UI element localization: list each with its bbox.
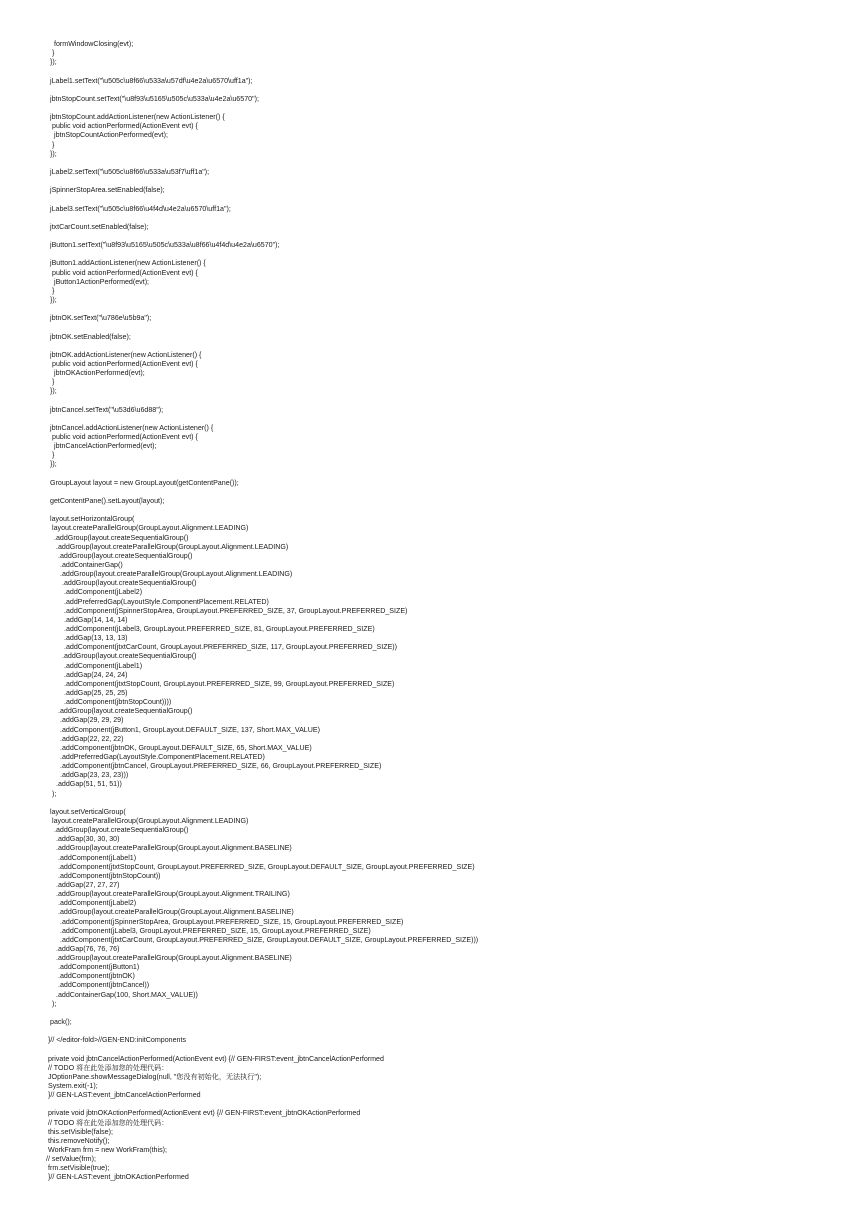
code-line: this.setVisible(false); xyxy=(48,1127,113,1136)
code-line: .addPreferredGap(LayoutStyle.ComponentPlacement.RELATED) xyxy=(60,752,265,761)
code-line: pack(); xyxy=(50,1018,72,1027)
code-line: .addComponent(jbtnStopCount)))) xyxy=(64,698,172,707)
code-line: .addGroup(layout.createParallelGroup(GroupLayout.Alignment.BASELINE) xyxy=(56,954,292,963)
code-line: public void actionPerformed(ActionEvent evt) { xyxy=(52,268,198,277)
code-line: .addComponent(jbtnCancel)) xyxy=(58,981,150,990)
code-line: public void actionPerformed(ActionEvent evt) { xyxy=(52,122,198,131)
code-line: .addComponent(jtxtStopCount, GroupLayout.PREFERRED_SIZE, 99, GroupLayout.PREFERRED_SIZE) xyxy=(64,679,395,688)
code-line: ); xyxy=(52,789,57,798)
code-line: private void jbtnOKActionPerformed(ActionEvent evt) {// GEN-FIRST:event_jbtnOKActionPerformed xyxy=(48,1109,361,1118)
code-line: .addComponent(jbtnStopCount)) xyxy=(58,871,161,880)
code-line: .addComponent(jLabel3, GroupLayout.PREFERRED_SIZE, 15, GroupLayout.PREFERRED_SIZE) xyxy=(60,926,371,935)
code-line: jbtnCancelActionPerformed(evt); xyxy=(54,442,157,451)
code-line: .addGap(24, 24, 24) xyxy=(64,670,128,679)
blank-line xyxy=(0,323,868,332)
code-line: jSpinnerStopArea.setEnabled(false); xyxy=(50,186,165,195)
code-line: .addGroup(layout.createParallelGroup(GroupLayout.Alignment.LEADING) xyxy=(56,542,289,551)
code-line: } xyxy=(52,49,55,58)
code-line: // TODO 将在此处添加您的处理代码： xyxy=(48,1063,169,1072)
blank-line xyxy=(0,415,868,424)
code-line: }// GEN-LAST:event_jbtnCancelActionPerformed xyxy=(48,1091,201,1100)
code-line: jbtnCancel.addActionListener(new ActionListener() { xyxy=(50,423,214,432)
blank-line xyxy=(0,799,868,808)
blank-line xyxy=(0,1009,868,1018)
code-line: .addComponent(jbtnOK, GroupLayout.DEFAULT_SIZE, 65, Short.MAX_VALUE) xyxy=(60,743,312,752)
code-line: jbtnStopCount.setText("\u8f93\u5165\u505c\u533a\u4e2a\u6570"); xyxy=(50,94,259,103)
code-line: layout.setVerticalGroup( xyxy=(50,807,126,816)
blank-line xyxy=(0,396,868,405)
code-line: this.removeNotify(); xyxy=(48,1136,110,1145)
blank-line xyxy=(0,1045,868,1054)
code-line: .addGroup(layout.createSequentialGroup() xyxy=(54,533,189,542)
code-line: formWindowClosing(evt); xyxy=(54,40,134,48)
code-line: .addGap(29, 29, 29) xyxy=(60,716,124,725)
code-line: } xyxy=(52,451,55,460)
code-line: }); xyxy=(50,387,57,396)
code-line: .addPreferredGap(LayoutStyle.ComponentPlacement.RELATED) xyxy=(64,597,269,606)
blank-line xyxy=(0,470,868,479)
code-line: jbtnOK.setText("\u786e\u5b9a"); xyxy=(50,314,152,323)
code-line: // setValue(frm); xyxy=(46,1155,96,1164)
code-line: layout.createParallelGroup(GroupLayout.Alignment.LEADING) xyxy=(52,816,249,825)
code-line: .addComponent(jLabel1) xyxy=(58,853,137,862)
code-line: .addGroup(layout.createParallelGroup(GroupLayout.Alignment.BASELINE) xyxy=(56,844,292,853)
blank-line xyxy=(0,305,868,314)
code-line: .addComponent(jtxtCarCount, GroupLayout.PREFERRED_SIZE, 117, GroupLayout.PREFERRED_SIZE)) xyxy=(64,643,398,652)
code-line: .addGap(23, 23, 23))) xyxy=(60,771,129,780)
code-line: jButton1.setText("\u8f93\u5165\u505c\u533a\u8f66\u4f4d\u4e2a\u6570"); xyxy=(50,241,280,250)
blank-line xyxy=(0,1027,868,1036)
code-line: .addComponent(jbtnCancel, GroupLayout.PREFERRED_SIZE, 66, GroupLayout.PREFERRED_SIZE) xyxy=(60,762,382,771)
blank-line xyxy=(0,177,868,186)
code-line: private void jbtnCancelActionPerformed(ActionEvent evt) {// GEN-FIRST:event_jbtnCancelActionPerformed xyxy=(48,1054,384,1063)
code-line: ); xyxy=(52,999,57,1008)
code-line: jtxtCarCount.setEnabled(false); xyxy=(50,222,149,231)
code-line: .addComponent(jbtnOK) xyxy=(58,972,135,981)
code-line: GroupLayout layout = new GroupLayout(getContentPane()); xyxy=(50,478,239,487)
code-line: .addComponent(jLabel1) xyxy=(64,661,143,670)
code-line: jLabel3.setText("\u505c\u8f66\u4f4d\u4e2a\u6570\uff1a"); xyxy=(50,204,231,213)
code-line: .addGap(30, 30, 30) xyxy=(56,835,120,844)
blank-line xyxy=(0,250,868,259)
code-line: // TODO 将在此处添加您的处理代码： xyxy=(48,1118,169,1127)
code-line: .addComponent(jButton1) xyxy=(58,963,140,972)
code-line: .addGroup(layout.createSequentialGroup() xyxy=(58,707,193,716)
blank-line xyxy=(0,232,868,241)
code-line: layout.createParallelGroup(GroupLayout.Alignment.LEADING) xyxy=(52,524,249,533)
code-line: jbtnOK.setEnabled(false); xyxy=(50,332,131,341)
blank-line xyxy=(0,506,868,515)
code-line: .addGap(25, 25, 25) xyxy=(64,688,128,697)
code-line: jLabel2.setText("\u505c\u8f66\u533a\u53f7\uff1a"); xyxy=(50,167,210,176)
blank-line xyxy=(0,104,868,113)
code-line: jbtnOK.addActionListener(new ActionListener() { xyxy=(50,350,202,359)
code-line: }); xyxy=(50,149,57,158)
code-line: .addComponent(jSpinnerStopArea, GroupLayout.PREFERRED_SIZE, 37, GroupLayout.PREFERRED_SIZE) xyxy=(64,606,408,615)
code-line: frm.setVisible(true); xyxy=(48,1164,110,1173)
code-line: System.exit(-1); xyxy=(48,1082,98,1091)
code-document xyxy=(0,40,868,1183)
code-line: getContentPane().setLayout(layout); xyxy=(50,497,165,506)
code-line: .addGap(13, 13, 13) xyxy=(64,634,128,643)
code-line: .addComponent(jLabel2) xyxy=(58,899,137,908)
blank-line xyxy=(0,86,868,95)
code-line: .addContainerGap() xyxy=(60,561,123,570)
code-line: jbtnOKActionPerformed(evt); xyxy=(54,369,145,378)
code-line: }// </editor-fold>//GEN-END:initComponents xyxy=(48,1036,186,1045)
code-line: .addComponent(jButton1, GroupLayout.DEFAULT_SIZE, 137, Short.MAX_VALUE) xyxy=(60,725,320,734)
code-line: public void actionPerformed(ActionEvent evt) { xyxy=(52,359,198,368)
blank-line xyxy=(0,195,868,204)
code-line: .addComponent(jtxtCarCount, GroupLayout.PREFERRED_SIZE, GroupLayout.DEFAULT_SIZE, GroupLayout.PREFERRED_SIZE))) xyxy=(60,935,479,944)
blank-line xyxy=(0,342,868,351)
code-line: jLabel1.setText("\u505c\u8f66\u533a\u57df\u4e2a\u6570\uff1a"); xyxy=(50,76,253,85)
code-line: .addGroup(layout.createSequentialGroup() xyxy=(58,551,193,560)
code-line: jbtnStopCountActionPerformed(evt); xyxy=(54,131,168,140)
code-line: .addGroup(layout.createParallelGroup(GroupLayout.Alignment.LEADING) xyxy=(60,570,293,579)
blank-line xyxy=(0,159,868,168)
code-line: jButton1.addActionListener(new ActionListener() { xyxy=(50,259,206,268)
code-line: jButton1ActionPerformed(evt); xyxy=(54,277,150,286)
code-line: .addGroup(layout.createSequentialGroup() xyxy=(62,652,197,661)
code-line: jbtnCancel.setText("\u53d6\u6d88"); xyxy=(50,405,164,414)
code-line: .addGroup(layout.createParallelGroup(GroupLayout.Alignment.BASELINE) xyxy=(58,908,294,917)
code-line: }); xyxy=(50,58,57,67)
code-line: JOptionPane.showMessageDialog(null, "您没有初始化，无法执行"); xyxy=(48,1072,262,1081)
code-line: .addGap(76, 76, 76) xyxy=(56,944,120,953)
blank-line xyxy=(0,214,868,223)
code-line: .addComponent(jSpinnerStopArea, GroupLayout.PREFERRED_SIZE, 15, GroupLayout.PREFERRED_SIZE) xyxy=(60,917,404,926)
blank-line xyxy=(0,488,868,497)
code-line: .addComponent(jLabel2) xyxy=(64,588,143,597)
code-line: .addContainerGap(100, Short.MAX_VALUE)) xyxy=(56,990,198,999)
code-line: .addGroup(layout.createSequentialGroup() xyxy=(62,579,197,588)
code-line: }); xyxy=(50,460,57,469)
code-line: WorkFram frm = new WorkFram(this); xyxy=(48,1146,167,1155)
blank-line xyxy=(0,67,868,76)
code-line: .addGap(27, 27, 27) xyxy=(56,880,120,889)
code-line: } xyxy=(52,140,55,149)
code-line: .addGroup(layout.createParallelGroup(GroupLayout.Alignment.TRAILING) xyxy=(56,890,290,899)
blank-line xyxy=(0,1100,868,1109)
code-line: } xyxy=(52,378,55,387)
code-line: .addGroup(layout.createSequentialGroup() xyxy=(54,826,189,835)
code-line: } xyxy=(52,286,55,295)
code-line: .addGap(22, 22, 22) xyxy=(60,734,124,743)
code-line: jbtnStopCount.addActionListener(new ActionListener() { xyxy=(50,113,225,122)
code-line: .addGap(51, 51, 51)) xyxy=(56,780,122,789)
code-line: .addComponent(jLabel3, GroupLayout.PREFERRED_SIZE, 81, GroupLayout.PREFERRED_SIZE) xyxy=(64,625,375,633)
code-line: }// GEN-LAST:event_jbtnOKActionPerformed xyxy=(48,1173,189,1182)
code-line: }); xyxy=(50,295,57,304)
code-line: .addGap(14, 14, 14) xyxy=(64,615,128,624)
code-line: .addComponent(jtxtStopCount, GroupLayout.PREFERRED_SIZE, GroupLayout.DEFAULT_SIZE, GroupLayout.PREFERRED_SIZE) xyxy=(58,862,475,871)
code-line: layout.setHorizontalGroup( xyxy=(50,515,135,524)
code-line: public void actionPerformed(ActionEvent evt) { xyxy=(52,433,198,442)
